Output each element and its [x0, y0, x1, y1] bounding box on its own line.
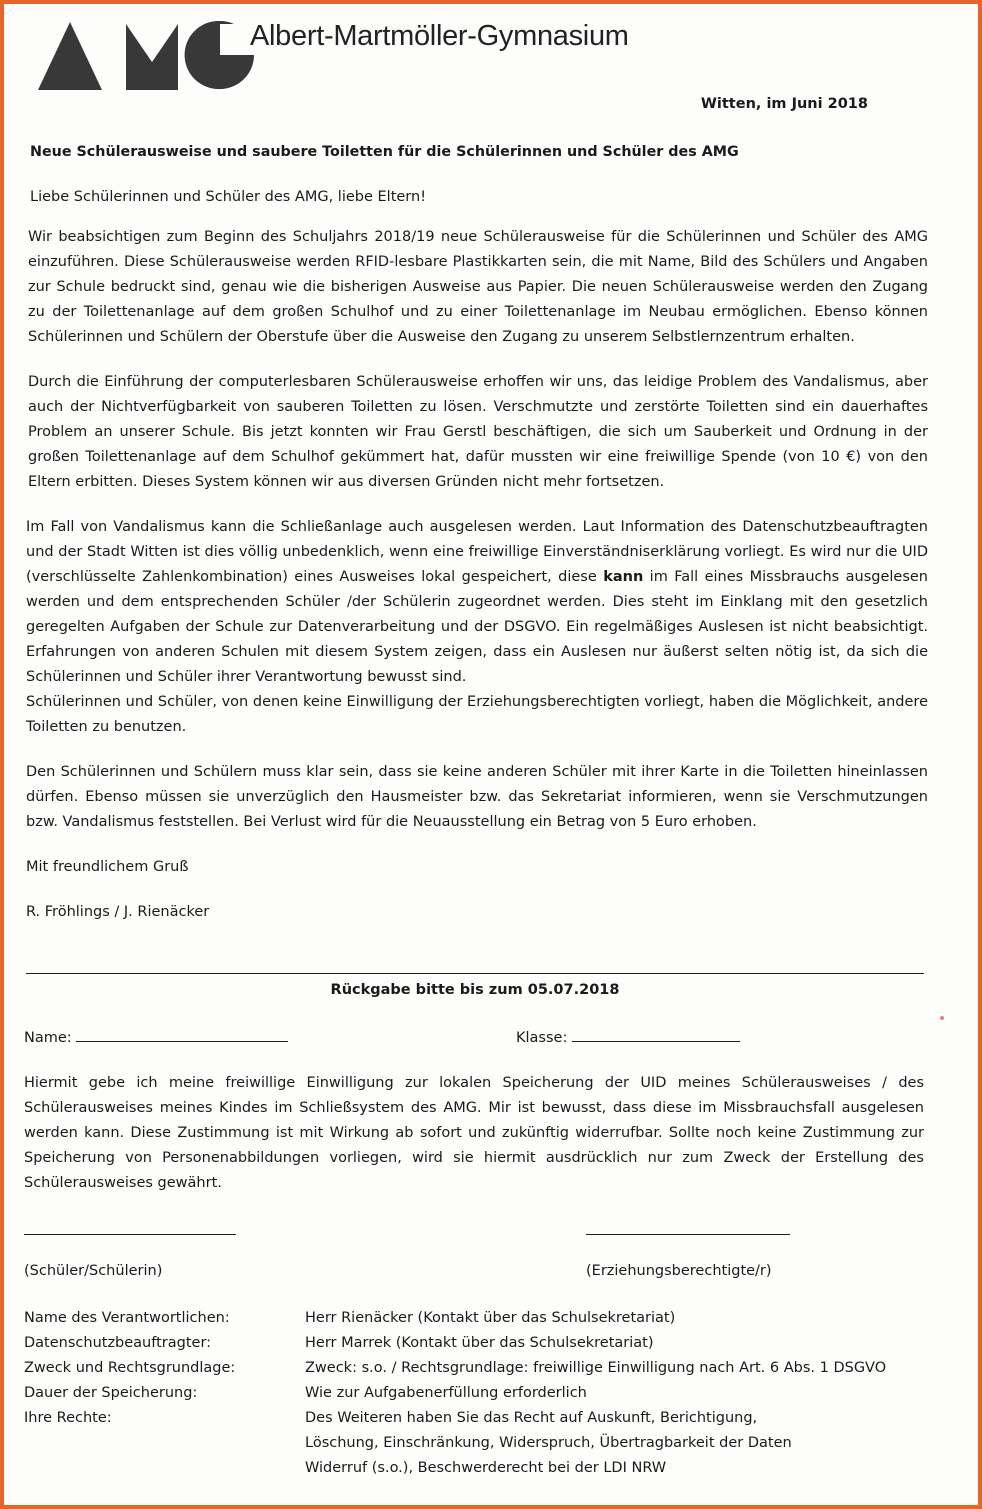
school-name: Albert-Martmöller-Gymnasium: [250, 20, 629, 52]
letter-subject: Neue Schülerausweise und saubere Toiletten für die Schülerinnen und Schüler des AMG: [30, 144, 739, 160]
privacy-info: [24, 1306, 905, 1481]
paragraph-readout-part2: im Fall eines Missbrauchs ausgelesen werden und dem entsprechenden Schüler /der Schülerin zugeordnet werden. Dies steht im Einklang mit den gesetzlich geregelten Aufgaben der Schule zur Datenverarbeitung und der DSGVO. Ein regelmäßiges Auslesen ist nicht beabsichtigt. Erfahrungen von anderen Schulen mit diesem System zeigen, dass ein Auslesen nur äußerst selten nötig ist, da sich die Schülerinnen und Schüler ihrer Verantwortung bewusst sind.: [26, 569, 928, 685]
info-row: [24, 1456, 905, 1481]
info-row: [24, 1381, 905, 1406]
guardian-signature-line[interactable]: [586, 1234, 790, 1235]
class-field[interactable]: [516, 1025, 740, 1046]
info-label: Datenschutzbeauftragter:: [24, 1335, 212, 1351]
info-label: Dauer der Speicherung:: [24, 1385, 198, 1401]
paragraph-intro: Wir beabsichtigen zum Beginn des Schuljahrs 2018/19 neue Schülerausweise für die Schülerinnen und Schüler des AMG einzuführen. Diese Schülerausweise werden RFID-lesbare Plastikkarten sein, die mit Name, Bild des Schülers und Angaben zur Schule bedruckt sind, genau wie die bisherigen Ausweise aus Papier. Die neuen Schülerausweise werden den Zugang zu der Toilettenanlage auf dem großen Schulhof und zu einer Toilettenanlage im Neubau ermöglichen. Ebenso können Schülerinnen und Schülern der Oberstufe über die Ausweise den Zugang zu unserem Selbstlernzentrum erhalten.: [28, 229, 928, 345]
salutation: Liebe Schülerinnen und Schüler des AMG, liebe Eltern!: [30, 189, 427, 205]
paragraph-rules: Den Schülerinnen und Schülern muss klar sein, dass sie keine anderen Schüler mit ihrer Karte in die Toiletten hineinlassen dürfen. Ebenso müssen sie unverzüglich den Hausmeister bzw. das Sekretariat informieren, wenn sie Verschmutzungen bzw. Vandalismus feststellen. Bei Verlust wird für die Neuausstellung ein Betrag von 5 Euro erhoben.: [26, 764, 928, 830]
class-line[interactable]: [572, 1025, 740, 1042]
info-row: [24, 1356, 905, 1381]
info-row: [24, 1431, 905, 1456]
name-field[interactable]: [24, 1025, 288, 1046]
signers: R. Fröhlings / J. Rienäcker: [26, 904, 210, 920]
letter-body: [26, 140, 928, 945]
info-row: [24, 1331, 905, 1356]
info-row: [24, 1406, 905, 1431]
paragraph-vandalism: Durch die Einführung der computerlesbaren Schülerausweise erhoffen wir uns, das leidige Problem des Vandalismus, aber auch der Nichtverfügbarkeit von sauberen Toiletten zu lösen. Verschmutzte und zerstörte Toiletten sind ein dauerhaftes Problem an unserer Schule. Bis jetzt konnten wir Frau Gerstl beschäftigen, die sich um Sauberkeit und Ordnung in der großen Toilettenanlage auf dem Schulhof gekümmert hat, dafür mussten wir eine freiwillige Spende (von 10 €) von den Eltern erbitten. Dieses System können wir aus diversen Gründen nicht mehr fortsetzen.: [28, 374, 928, 490]
amg-logo: [34, 16, 264, 94]
info-label: Name des Verantwortlichen:: [24, 1310, 230, 1326]
student-signature-line[interactable]: [24, 1234, 236, 1235]
student-signature-label: (Schüler/Schülerin): [24, 1263, 163, 1279]
ink-speck: [940, 1016, 944, 1020]
info-label: [24, 1456, 305, 1481]
paragraph-readout-part1: Im Fall von Vandalismus kann die Schließanlage auch ausgelesen werden. Laut Information des Datenschutzbeauftragten und der Stadt Witten ist dies völlig unbedenklich, wenn eine freiwillige Einverständniserklärung vorliegt. Es wird nur die UID (verschlüsselte Zahlenkombination) eines Ausweises lokal gespeichert, diese: [26, 519, 928, 585]
info-value: Des Weiteren haben Sie das Recht auf Auskunft, Berichtigung,: [305, 1410, 758, 1426]
cut-divider: [26, 973, 924, 974]
name-label: Name:: [24, 1030, 72, 1046]
closing: Mit freundlichem Gruß: [26, 859, 189, 875]
info-row: [24, 1306, 905, 1331]
letter-date: Witten, im Juni 2018: [700, 96, 868, 112]
info-label: Zweck und Rechtsgrundlage:: [24, 1360, 236, 1376]
class-label: Klasse:: [516, 1030, 568, 1046]
info-value: Wie zur Aufgabenerfüllung erforderlich: [305, 1385, 587, 1401]
paragraph-readout: [26, 515, 928, 740]
info-label: [24, 1431, 305, 1456]
info-label: Ihre Rechte:: [24, 1410, 112, 1426]
consent-text: Hiermit gebe ich meine freiwillige Einwilligung zur lokalen Speicherung der UID meines Schülerausweises / des Schülerausweises meines Kindes im Schließsystem des AMG. Mir ist bewusst, dass diese im Missbrauchsfall ausgelesen werden kann. Diese Zustimmung ist mit Wirkung ab sofort und zukünftig widerrufbar. Sollte noch keine Zustimmung zur Speicherung von Personenabbildungen vorliegen, wird sie hiermit ausdrücklich nur zum Zweck der Erstellung des Schülerausweises gewährt.: [24, 1075, 924, 1191]
info-value: Löschung, Einschränkung, Widerspruch, Übertragbarkeit der Daten: [305, 1435, 792, 1451]
return-title: Rückgabe bitte bis zum 05.07.2018: [330, 982, 620, 998]
guardian-signature-label: (Erziehungsberechtigte/r): [586, 1263, 772, 1279]
info-value: Herr Marrek (Kontakt über das Schulsekretariat): [305, 1335, 654, 1351]
name-line[interactable]: [76, 1025, 288, 1042]
paragraph-no-consent: Schülerinnen und Schüler, von denen keine Einwilligung der Erziehungsberechtigten vorliegt, haben die Möglichkeit, andere Toiletten zu benutzen.: [26, 694, 928, 735]
info-value: Zweck: s.o. / Rechtsgrundlage: freiwillige Einwilligung nach Art. 6 Abs. 1 DSGVO: [305, 1360, 887, 1376]
info-value: Herr Rienäcker (Kontakt über das Schulsekretariat): [305, 1310, 676, 1326]
emphasis-kann: kann: [603, 569, 644, 585]
info-value: Widerruf (s.o.), Beschwerderecht bei der LDI NRW: [305, 1460, 667, 1476]
